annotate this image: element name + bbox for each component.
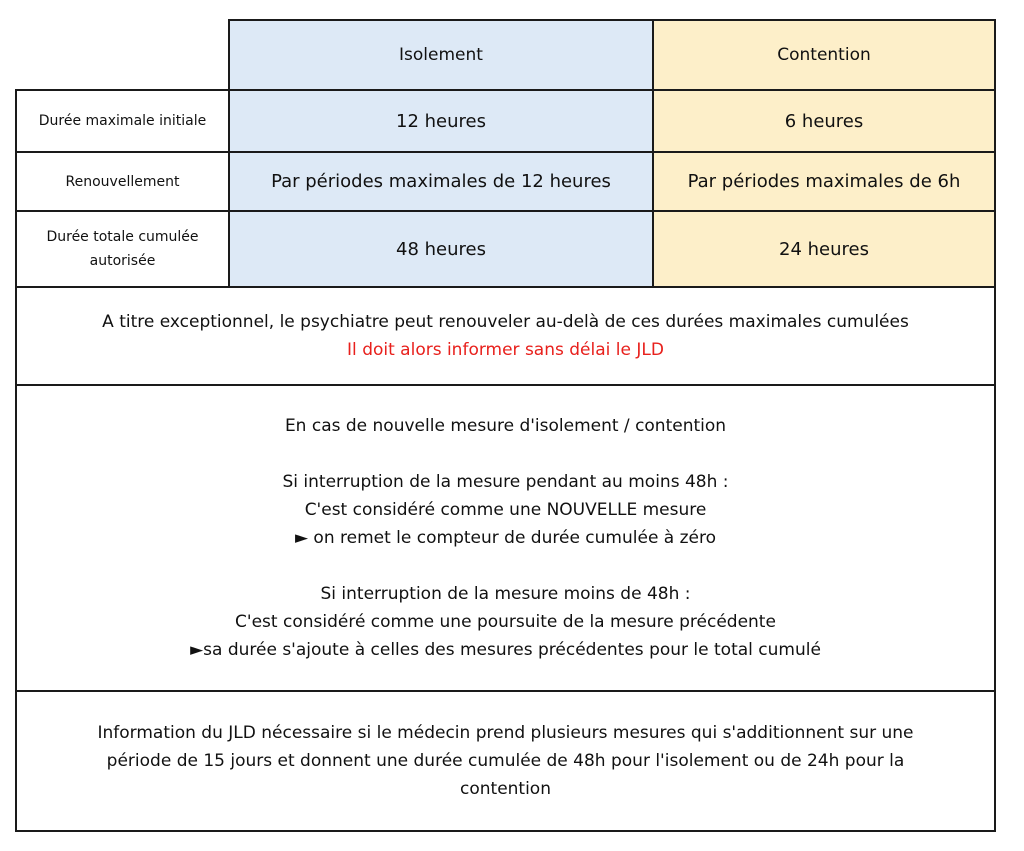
cell-value: Par périodes maximales de 12 heures — [271, 171, 611, 192]
row-label-duree-initiale — [15, 89, 230, 153]
header-isolement — [228, 19, 654, 91]
row-label-line1: Durée totale cumulée — [46, 229, 199, 245]
row-label-text: Renouvellement — [65, 173, 180, 190]
cell-contention-duree-initiale — [652, 89, 996, 153]
cell-isolement-duree-totale — [228, 210, 654, 288]
header-contention-label: Contention — [777, 45, 871, 65]
header-isolement-label: Isolement — [399, 45, 483, 65]
nouvelle-mesure-title: En cas de nouvelle mesure d'isolement / contention — [284, 416, 727, 436]
cell-value: Par périodes maximales de 6h — [687, 171, 961, 192]
case1-line2: C'est considéré comme une NOUVELLE mesure — [304, 500, 707, 520]
header-contention — [652, 19, 996, 91]
cell-contention-renouvellement — [652, 151, 996, 212]
cell-value: 6 heures — [784, 110, 864, 132]
cell-isolement-duree-initiale — [228, 89, 654, 153]
case1-line3: ► on remet le compteur de durée cumulée à zéro — [294, 528, 717, 548]
cell-contention-duree-totale — [652, 210, 996, 288]
information-line2: période de 15 jours et donnent une durée cumulée de 48h pour l'isolement ou de 24h pour la — [106, 751, 905, 771]
row-label-text: Durée maximale initiale — [38, 113, 207, 129]
information-line3: contention — [460, 779, 551, 799]
cell-value: 12 heures — [396, 110, 486, 132]
cell-isolement-renouvellement — [228, 151, 654, 212]
information-block — [15, 690, 996, 832]
nouvelle-mesure-block — [15, 384, 996, 692]
case2-line2: C'est considéré comme une poursuite de la mesure précédente — [235, 612, 776, 632]
case2-line1: Si interruption de la mesure moins de 48h : — [320, 584, 691, 604]
information-line1: Information du JLD nécessaire si le médecin prend plusieurs mesures qui s'additionnent sur une — [97, 723, 914, 743]
exception-block — [15, 286, 996, 386]
case1-line1: Si interruption de la mesure pendant au moins 48h : — [282, 472, 729, 492]
cell-value: 24 heures — [779, 238, 869, 260]
row-label-duree-totale — [15, 210, 230, 288]
exception-alert: Il doit alors informer sans délai le JLD — [347, 340, 664, 360]
exception-text: A titre exceptionnel, le psychiatre peut renouveler au-delà de ces durées maximales cumulées — [102, 312, 909, 332]
case2-line3: ►sa durée s'ajoute à celles des mesures précédentes pour le total cumulé — [190, 640, 821, 660]
row-label-renouvellement — [15, 151, 230, 212]
cell-value: 48 heures — [396, 238, 486, 260]
row-label-line2: autorisée — [89, 253, 156, 269]
